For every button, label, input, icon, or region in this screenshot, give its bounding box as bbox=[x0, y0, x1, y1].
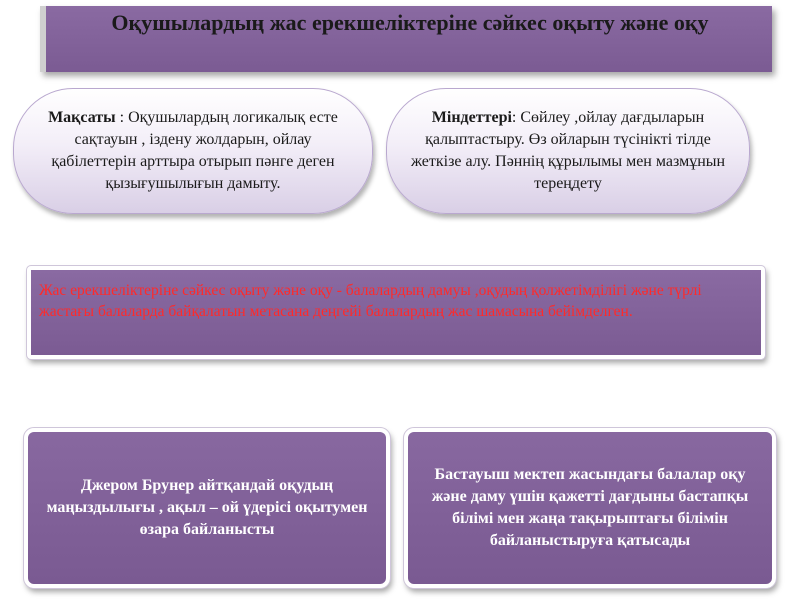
primary-school-box bbox=[404, 428, 776, 588]
bruner-box bbox=[24, 428, 390, 588]
goal-text: : Оқушылардың логикалық есте сақтауын , іздену жолдарын, ойлау қабілеттерін арттыра отырып пәнге деген қызығушылығын дамыту. bbox=[51, 109, 338, 192]
tasks-text: : Сөйлеу ,ойлау дағдыларын қалыптастыру. Өз ойларын түсінікті тілде жеткізе алу. Пәннің құрылымы мен мазмұнын тереңдету bbox=[410, 109, 726, 192]
tasks-box bbox=[386, 88, 750, 214]
goal-heading: Мақсаты bbox=[48, 109, 116, 126]
tasks-content bbox=[405, 107, 731, 195]
bruner-text: Джером Брунер айтқандай оқудың маңыздылығы , ақыл – ой үдерісі оқытумен өзара байланысты bbox=[46, 477, 368, 538]
primary-school-text: Бастауыш мектеп жасындағы балалар оқу және даму үшін қажетті дағдыны бастапқы білімі мен жаңа тақырыптағы білімін байланыстыруға қатысады bbox=[431, 466, 749, 549]
goal-content bbox=[32, 107, 354, 195]
goal-box bbox=[13, 88, 373, 214]
page-title: Оқушылардың жас ерекшеліктеріне сәйкес оқыту және оқу bbox=[111, 10, 709, 35]
tasks-heading: Міндеттері bbox=[431, 109, 512, 126]
definition-box: Жас ерекшеліктеріне сәйкес оқыту және оқу - балалардың дамуы ,оқудың қолжетімділігі және түрлі жастағы балаларда байқалатын метасана деңгейі балалардың жас шамасына бейімделген. bbox=[27, 266, 765, 359]
